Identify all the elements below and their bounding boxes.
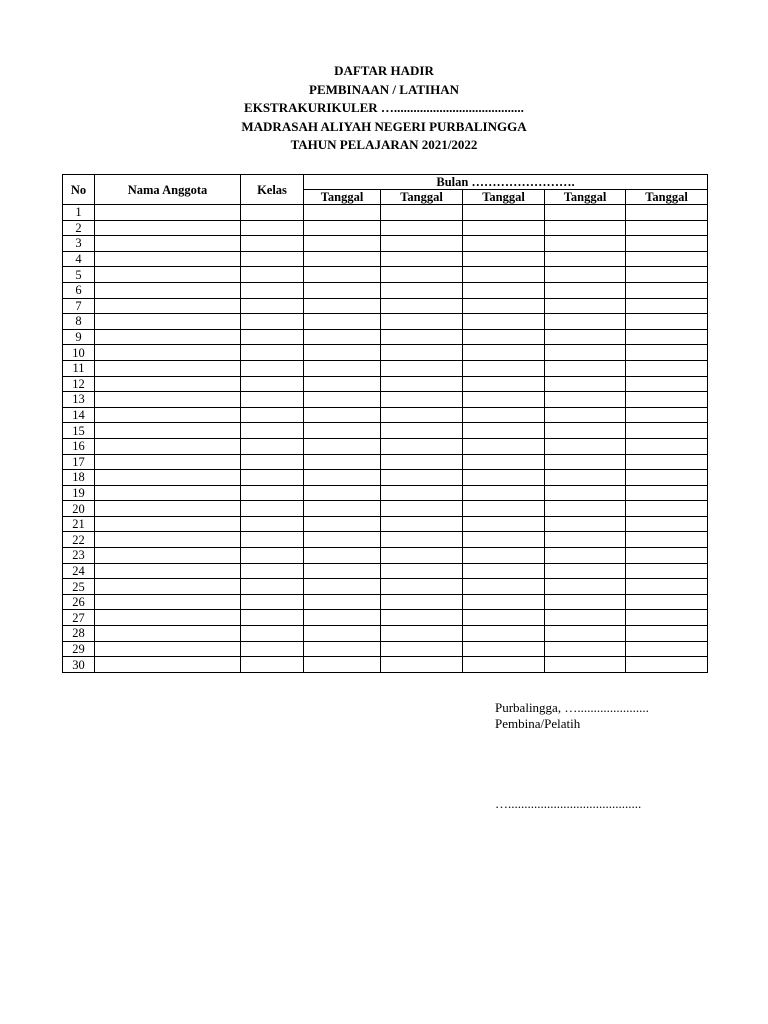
table-cell[interactable] — [545, 236, 626, 252]
table-cell[interactable] — [381, 360, 463, 376]
signer-role: Pembina/Pelatih — [495, 716, 581, 731]
attendance-table — [62, 174, 708, 673]
table-cell[interactable] — [545, 485, 626, 501]
table-cell[interactable] — [381, 470, 463, 486]
table-cell[interactable] — [626, 501, 708, 517]
table-row — [63, 407, 708, 423]
row-number: 8 — [63, 314, 95, 330]
table-cell[interactable] — [95, 454, 241, 470]
table-cell[interactable] — [381, 579, 463, 595]
table-cell[interactable] — [304, 205, 381, 221]
table-cell[interactable] — [545, 298, 626, 314]
table-row — [63, 329, 708, 345]
row-number: 17 — [63, 454, 95, 470]
table-row — [63, 360, 708, 376]
row-number: 5 — [63, 267, 95, 283]
table-cell[interactable] — [304, 470, 381, 486]
table-cell[interactable] — [463, 516, 545, 532]
table-cell[interactable] — [304, 438, 381, 454]
table-cell[interactable] — [463, 282, 545, 298]
row-number: 21 — [63, 516, 95, 532]
header-bulan: Bulan ……………………. — [304, 175, 708, 190]
table-cell[interactable] — [241, 423, 304, 439]
table-cell[interactable] — [304, 501, 381, 517]
table-cell[interactable] — [95, 501, 241, 517]
table-cell[interactable] — [241, 610, 304, 626]
table-cell[interactable] — [626, 251, 708, 267]
table-cell[interactable] — [626, 282, 708, 298]
table-cell[interactable] — [95, 267, 241, 283]
row-number: 7 — [63, 298, 95, 314]
table-cell[interactable] — [545, 626, 626, 642]
table-cell[interactable] — [381, 205, 463, 221]
table-cell[interactable] — [463, 423, 545, 439]
row-number: 25 — [63, 579, 95, 595]
table-cell[interactable] — [241, 220, 304, 236]
table-cell[interactable] — [241, 470, 304, 486]
table-cell[interactable] — [463, 267, 545, 283]
table-cell[interactable] — [545, 282, 626, 298]
table-cell[interactable] — [463, 485, 545, 501]
table-cell[interactable] — [95, 360, 241, 376]
row-number: 28 — [63, 626, 95, 642]
table-cell[interactable] — [95, 251, 241, 267]
table-cell[interactable] — [95, 423, 241, 439]
table-cell[interactable] — [463, 407, 545, 423]
table-row — [63, 438, 708, 454]
table-cell[interactable] — [304, 267, 381, 283]
table-row — [63, 282, 708, 298]
table-cell[interactable] — [304, 236, 381, 252]
table-cell[interactable] — [381, 298, 463, 314]
table-cell[interactable] — [463, 345, 545, 361]
table-cell[interactable] — [463, 641, 545, 657]
table-cell[interactable] — [545, 220, 626, 236]
table-cell[interactable] — [381, 314, 463, 330]
table-cell[interactable] — [95, 329, 241, 345]
signer-name-line: …......................................... — [495, 796, 642, 811]
table-row — [63, 314, 708, 330]
table-row — [63, 548, 708, 564]
row-number: 22 — [63, 532, 95, 548]
table-cell[interactable] — [95, 205, 241, 221]
table-cell[interactable] — [626, 532, 708, 548]
table-cell[interactable] — [381, 423, 463, 439]
table-cell[interactable] — [95, 376, 241, 392]
table-cell[interactable] — [463, 314, 545, 330]
table-cell[interactable] — [95, 220, 241, 236]
table-cell[interactable] — [626, 516, 708, 532]
table-cell[interactable] — [626, 376, 708, 392]
title: DAFTAR HADIR — [334, 63, 434, 78]
table-cell[interactable] — [304, 282, 381, 298]
table-cell[interactable] — [304, 376, 381, 392]
table-cell[interactable] — [95, 532, 241, 548]
table-cell[interactable] — [626, 345, 708, 361]
signature-block — [495, 700, 649, 812]
header-kelas: Kelas — [241, 175, 304, 205]
table-cell[interactable] — [241, 438, 304, 454]
table-cell[interactable] — [304, 579, 381, 595]
table-cell[interactable] — [545, 205, 626, 221]
table-cell[interactable] — [241, 345, 304, 361]
table-cell[interactable] — [545, 579, 626, 595]
place-date: Purbalingga, …...................... — [495, 700, 649, 715]
table-cell[interactable] — [304, 392, 381, 408]
table-cell[interactable] — [626, 267, 708, 283]
table-cell[interactable] — [545, 392, 626, 408]
table-cell[interactable] — [381, 251, 463, 267]
table-cell[interactable] — [95, 657, 241, 673]
table-row — [63, 485, 708, 501]
table-cell[interactable] — [381, 485, 463, 501]
table-cell[interactable] — [304, 563, 381, 579]
table-cell[interactable] — [304, 657, 381, 673]
table-cell[interactable] — [545, 657, 626, 673]
table-cell[interactable] — [626, 470, 708, 486]
table-row — [63, 345, 708, 361]
table-row — [63, 563, 708, 579]
document-header — [0, 62, 768, 155]
table-cell[interactable] — [241, 579, 304, 595]
table-cell[interactable] — [463, 610, 545, 626]
academic-year: TAHUN PELAJARAN 2021/2022 — [290, 137, 478, 152]
table-cell[interactable] — [241, 485, 304, 501]
table-row — [63, 594, 708, 610]
table-cell[interactable] — [95, 548, 241, 564]
table-cell[interactable] — [626, 205, 708, 221]
table-cell[interactable] — [463, 594, 545, 610]
table-cell[interactable] — [95, 345, 241, 361]
table-cell[interactable] — [304, 220, 381, 236]
table-cell[interactable] — [545, 345, 626, 361]
table-cell[interactable] — [241, 360, 304, 376]
attendance-rows — [63, 205, 708, 673]
table-cell[interactable] — [626, 236, 708, 252]
table-cell[interactable] — [463, 438, 545, 454]
table-cell[interactable] — [626, 548, 708, 564]
table-cell[interactable] — [463, 501, 545, 517]
table-cell[interactable] — [241, 205, 304, 221]
table-cell[interactable] — [381, 594, 463, 610]
row-number: 13 — [63, 392, 95, 408]
row-number: 23 — [63, 548, 95, 564]
subtitle-pembinaan: PEMBINAAN / LATIHAN — [309, 81, 459, 97]
table-cell[interactable] — [545, 438, 626, 454]
header-tanggal-5: Tanggal — [626, 190, 708, 205]
table-cell[interactable] — [241, 641, 304, 657]
table-cell[interactable] — [304, 454, 381, 470]
table-cell[interactable] — [626, 641, 708, 657]
table-cell[interactable] — [545, 563, 626, 579]
table-cell[interactable] — [381, 376, 463, 392]
table-cell[interactable] — [381, 345, 463, 361]
table-cell[interactable] — [241, 267, 304, 283]
table-cell[interactable] — [545, 610, 626, 626]
table-cell[interactable] — [381, 563, 463, 579]
table-cell[interactable] — [95, 626, 241, 642]
row-number: 29 — [63, 641, 95, 657]
table-cell[interactable] — [463, 626, 545, 642]
table-cell[interactable] — [304, 516, 381, 532]
table-cell[interactable] — [95, 392, 241, 408]
table-cell[interactable] — [241, 594, 304, 610]
row-number: 10 — [63, 345, 95, 361]
table-cell[interactable] — [95, 610, 241, 626]
table-cell[interactable] — [463, 579, 545, 595]
table-cell[interactable] — [304, 314, 381, 330]
table-cell[interactable] — [381, 657, 463, 673]
table-cell[interactable] — [545, 470, 626, 486]
table-cell[interactable] — [241, 376, 304, 392]
table-cell[interactable] — [241, 501, 304, 517]
table-cell[interactable] — [95, 282, 241, 298]
school-name: MADRASAH ALIYAH NEGERI PURBALINGGA — [241, 118, 527, 134]
table-cell[interactable] — [626, 610, 708, 626]
table-cell[interactable] — [95, 594, 241, 610]
table-cell[interactable] — [95, 236, 241, 252]
table-cell[interactable] — [545, 516, 626, 532]
table-row — [63, 423, 708, 439]
table-cell[interactable] — [463, 470, 545, 486]
table-cell[interactable] — [241, 251, 304, 267]
row-number: 26 — [63, 594, 95, 610]
table-cell[interactable] — [95, 579, 241, 595]
table-cell[interactable] — [241, 236, 304, 252]
table-cell[interactable] — [241, 454, 304, 470]
table-cell[interactable] — [545, 267, 626, 283]
table-cell[interactable] — [463, 329, 545, 345]
table-cell[interactable] — [95, 407, 241, 423]
table-row — [63, 532, 708, 548]
header-tanggal-1: Tanggal — [304, 190, 381, 205]
table-cell[interactable] — [545, 641, 626, 657]
table-cell[interactable] — [545, 548, 626, 564]
table-cell[interactable] — [626, 360, 708, 376]
row-number: 15 — [63, 423, 95, 439]
table-cell[interactable] — [241, 329, 304, 345]
row-number: 3 — [63, 236, 95, 252]
table-cell[interactable] — [545, 454, 626, 470]
row-number: 2 — [63, 220, 95, 236]
row-number: 4 — [63, 251, 95, 267]
header-nama-anggota: Nama Anggota — [95, 175, 241, 205]
table-row — [63, 454, 708, 470]
table-row — [63, 220, 708, 236]
table-cell[interactable] — [381, 392, 463, 408]
table-cell[interactable] — [381, 516, 463, 532]
table-row — [63, 205, 708, 221]
row-number: 20 — [63, 501, 95, 517]
row-number: 30 — [63, 657, 95, 673]
table-cell[interactable] — [626, 454, 708, 470]
table-cell[interactable] — [304, 641, 381, 657]
table-cell[interactable] — [626, 220, 708, 236]
table-cell[interactable] — [463, 548, 545, 564]
table-cell[interactable] — [463, 298, 545, 314]
row-number: 6 — [63, 282, 95, 298]
table-cell[interactable] — [463, 360, 545, 376]
table-cell[interactable] — [381, 641, 463, 657]
table-cell[interactable] — [381, 329, 463, 345]
table-cell[interactable] — [381, 626, 463, 642]
table-cell[interactable] — [463, 251, 545, 267]
table-row — [63, 626, 708, 642]
table-cell[interactable] — [95, 485, 241, 501]
table-row — [63, 516, 708, 532]
table-cell[interactable] — [545, 532, 626, 548]
table-cell[interactable] — [545, 423, 626, 439]
table-cell[interactable] — [381, 267, 463, 283]
row-number: 11 — [63, 360, 95, 376]
table-cell[interactable] — [304, 345, 381, 361]
table-row — [63, 470, 708, 486]
table-cell[interactable] — [241, 657, 304, 673]
table-cell[interactable] — [626, 423, 708, 439]
table-row — [63, 236, 708, 252]
table-cell[interactable] — [626, 485, 708, 501]
table-cell[interactable] — [545, 594, 626, 610]
header-tanggal-3: Tanggal — [463, 190, 545, 205]
table-row — [63, 641, 708, 657]
row-number: 24 — [63, 563, 95, 579]
table-cell[interactable] — [241, 516, 304, 532]
table-cell[interactable] — [95, 641, 241, 657]
table-cell[interactable] — [463, 376, 545, 392]
row-number: 12 — [63, 376, 95, 392]
table-cell[interactable] — [626, 438, 708, 454]
header-tanggal-2: Tanggal — [381, 190, 463, 205]
row-number: 18 — [63, 470, 95, 486]
table-row — [63, 501, 708, 517]
table-cell[interactable] — [626, 314, 708, 330]
table-cell[interactable] — [241, 298, 304, 314]
table-cell[interactable] — [381, 532, 463, 548]
table-row — [63, 392, 708, 408]
row-number: 19 — [63, 485, 95, 501]
table-cell[interactable] — [381, 501, 463, 517]
table-cell[interactable] — [463, 454, 545, 470]
table-row — [63, 376, 708, 392]
table-row — [63, 298, 708, 314]
table-cell[interactable] — [304, 360, 381, 376]
table-cell[interactable] — [463, 205, 545, 221]
table-cell[interactable] — [304, 407, 381, 423]
table-cell[interactable] — [545, 251, 626, 267]
table-cell[interactable] — [95, 298, 241, 314]
table-cell[interactable] — [381, 454, 463, 470]
table-cell[interactable] — [241, 282, 304, 298]
table-cell[interactable] — [304, 298, 381, 314]
table-cell[interactable] — [304, 329, 381, 345]
table-cell[interactable] — [304, 626, 381, 642]
table-cell[interactable] — [95, 516, 241, 532]
table-cell[interactable] — [304, 532, 381, 548]
table-cell[interactable] — [304, 610, 381, 626]
table-cell[interactable] — [95, 563, 241, 579]
table-cell[interactable] — [241, 563, 304, 579]
table-row — [63, 610, 708, 626]
table-cell[interactable] — [545, 501, 626, 517]
table-cell[interactable] — [381, 610, 463, 626]
table-cell[interactable] — [241, 548, 304, 564]
table-cell[interactable] — [304, 423, 381, 439]
table-cell[interactable] — [304, 548, 381, 564]
table-cell[interactable] — [463, 220, 545, 236]
table-cell[interactable] — [381, 438, 463, 454]
row-number: 27 — [63, 610, 95, 626]
table-cell[interactable] — [626, 594, 708, 610]
table-cell[interactable] — [463, 236, 545, 252]
table-cell[interactable] — [381, 282, 463, 298]
subtitle-ekstrakurikuler: EKSTRAKURIKULER …........................................ — [244, 100, 524, 115]
row-number: 9 — [63, 329, 95, 345]
table-cell[interactable] — [545, 407, 626, 423]
table-cell[interactable] — [463, 563, 545, 579]
table-row — [63, 251, 708, 267]
table-cell[interactable] — [241, 626, 304, 642]
table-cell[interactable] — [241, 392, 304, 408]
table-row — [63, 657, 708, 673]
table-cell[interactable] — [626, 626, 708, 642]
table-cell[interactable] — [95, 470, 241, 486]
table-cell[interactable] — [241, 407, 304, 423]
table-cell[interactable] — [95, 438, 241, 454]
table-cell[interactable] — [304, 485, 381, 501]
table-cell[interactable] — [463, 532, 545, 548]
table-cell[interactable] — [626, 407, 708, 423]
table-cell[interactable] — [626, 563, 708, 579]
table-cell[interactable] — [95, 314, 241, 330]
table-cell[interactable] — [545, 376, 626, 392]
table-row — [63, 579, 708, 595]
row-number: 16 — [63, 438, 95, 454]
table-cell[interactable] — [241, 314, 304, 330]
table-cell[interactable] — [463, 392, 545, 408]
table-cell[interactable] — [381, 407, 463, 423]
header-tanggal-4: Tanggal — [545, 190, 626, 205]
table-cell[interactable] — [381, 220, 463, 236]
table-cell[interactable] — [545, 314, 626, 330]
row-number: 14 — [63, 407, 95, 423]
table-cell[interactable] — [626, 329, 708, 345]
table-cell[interactable] — [381, 548, 463, 564]
header-no: No — [63, 175, 95, 205]
table-cell[interactable] — [545, 360, 626, 376]
table-cell[interactable] — [626, 579, 708, 595]
table-cell[interactable] — [626, 657, 708, 673]
table-cell[interactable] — [626, 298, 708, 314]
table-cell[interactable] — [304, 594, 381, 610]
table-cell[interactable] — [463, 657, 545, 673]
table-cell[interactable] — [241, 532, 304, 548]
table-cell[interactable] — [545, 329, 626, 345]
table-row — [63, 267, 708, 283]
row-number: 1 — [63, 205, 95, 221]
table-cell[interactable] — [304, 251, 381, 267]
table-cell[interactable] — [381, 236, 463, 252]
table-cell[interactable] — [626, 392, 708, 408]
